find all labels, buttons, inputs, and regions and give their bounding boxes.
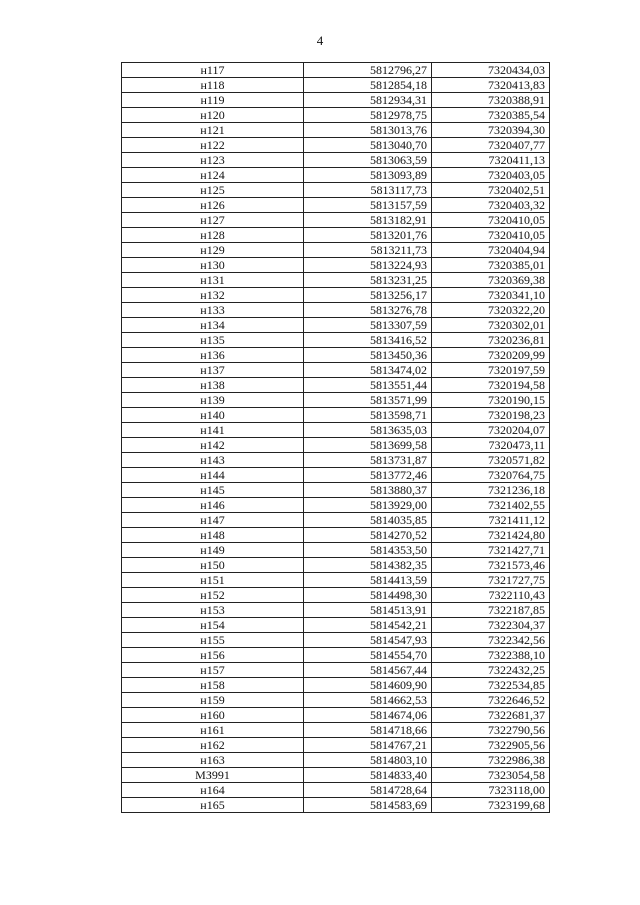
table-row xyxy=(122,288,550,303)
y-coordinate-cell: 7322790,56 xyxy=(432,723,550,738)
point-name-cell: н159 xyxy=(122,693,304,708)
table-row xyxy=(122,498,550,513)
x-coordinate-cell: 5813201,76 xyxy=(304,228,432,243)
x-coordinate-cell: 5813598,71 xyxy=(304,408,432,423)
y-coordinate-cell: 7322187,85 xyxy=(432,603,550,618)
point-name-cell: н143 xyxy=(122,453,304,468)
x-coordinate-cell: 5813450,36 xyxy=(304,348,432,363)
y-coordinate-cell: 7320411,13 xyxy=(432,153,550,168)
x-coordinate-cell: 5813211,73 xyxy=(304,243,432,258)
table-row xyxy=(122,678,550,693)
table-row xyxy=(122,243,550,258)
point-name-cell: н123 xyxy=(122,153,304,168)
table-row xyxy=(122,123,550,138)
table-row xyxy=(122,423,550,438)
point-name-cell: н160 xyxy=(122,708,304,723)
point-name-cell: н146 xyxy=(122,498,304,513)
x-coordinate-cell: 5813416,52 xyxy=(304,333,432,348)
x-coordinate-cell: 5814382,35 xyxy=(304,558,432,573)
x-coordinate-cell: 5813117,73 xyxy=(304,183,432,198)
point-name-cell: н118 xyxy=(122,78,304,93)
y-coordinate-cell: 7320385,01 xyxy=(432,258,550,273)
x-coordinate-cell: 5813551,44 xyxy=(304,378,432,393)
point-name-cell: н126 xyxy=(122,198,304,213)
point-name-cell: н121 xyxy=(122,123,304,138)
point-name-cell: н141 xyxy=(122,423,304,438)
table-row xyxy=(122,453,550,468)
y-coordinate-cell: 7320473,11 xyxy=(432,438,550,453)
x-coordinate-cell: 5814270,52 xyxy=(304,528,432,543)
x-coordinate-cell: 5814728,64 xyxy=(304,783,432,798)
point-name-cell: н155 xyxy=(122,633,304,648)
point-name-cell: н164 xyxy=(122,783,304,798)
table-row xyxy=(122,768,550,783)
table-row xyxy=(122,378,550,393)
y-coordinate-cell: 7320413,83 xyxy=(432,78,550,93)
point-name-cell: н153 xyxy=(122,603,304,618)
x-coordinate-cell: 5814833,40 xyxy=(304,768,432,783)
point-name-cell: н154 xyxy=(122,618,304,633)
point-name-cell: н165 xyxy=(122,798,304,813)
point-name-cell: н138 xyxy=(122,378,304,393)
y-coordinate-cell: 7322986,38 xyxy=(432,753,550,768)
table-row xyxy=(122,183,550,198)
point-name-cell: н124 xyxy=(122,168,304,183)
x-coordinate-cell: 5813772,46 xyxy=(304,468,432,483)
y-coordinate-cell: 7322342,56 xyxy=(432,633,550,648)
table-row xyxy=(122,468,550,483)
y-coordinate-cell: 7321573,46 xyxy=(432,558,550,573)
x-coordinate-cell: 5814583,69 xyxy=(304,798,432,813)
y-coordinate-cell: 7321424,80 xyxy=(432,528,550,543)
point-name-cell: н128 xyxy=(122,228,304,243)
point-name-cell: н149 xyxy=(122,543,304,558)
point-name-cell: н152 xyxy=(122,588,304,603)
table-row xyxy=(122,513,550,528)
table-row xyxy=(122,348,550,363)
y-coordinate-cell: 7320394,30 xyxy=(432,123,550,138)
point-name-cell: н127 xyxy=(122,213,304,228)
y-coordinate-cell: 7323054,58 xyxy=(432,768,550,783)
point-name-cell: н147 xyxy=(122,513,304,528)
y-coordinate-cell: 7320410,05 xyxy=(432,213,550,228)
table-row xyxy=(122,483,550,498)
table-row xyxy=(122,333,550,348)
table-row xyxy=(122,408,550,423)
x-coordinate-cell: 5814547,93 xyxy=(304,633,432,648)
point-name-cell: н163 xyxy=(122,753,304,768)
y-coordinate-cell: 7320764,75 xyxy=(432,468,550,483)
table-row xyxy=(122,258,550,273)
x-coordinate-cell: 5814567,44 xyxy=(304,663,432,678)
point-name-cell: н139 xyxy=(122,393,304,408)
x-coordinate-cell: 5814803,10 xyxy=(304,753,432,768)
table-row xyxy=(122,573,550,588)
point-name-cell: н132 xyxy=(122,288,304,303)
point-name-cell: н157 xyxy=(122,663,304,678)
y-coordinate-cell: 7321411,12 xyxy=(432,513,550,528)
x-coordinate-cell: 5813571,99 xyxy=(304,393,432,408)
x-coordinate-cell: 5813040,70 xyxy=(304,138,432,153)
table-row xyxy=(122,228,550,243)
table-row xyxy=(122,693,550,708)
y-coordinate-cell: 7323199,68 xyxy=(432,798,550,813)
y-coordinate-cell: 7322681,37 xyxy=(432,708,550,723)
y-coordinate-cell: 7320402,51 xyxy=(432,183,550,198)
table-row xyxy=(122,93,550,108)
table-row xyxy=(122,798,550,813)
point-name-cell: н137 xyxy=(122,363,304,378)
x-coordinate-cell: 5812854,18 xyxy=(304,78,432,93)
y-coordinate-cell: 7320194,58 xyxy=(432,378,550,393)
y-coordinate-cell: 7322646,52 xyxy=(432,693,550,708)
y-coordinate-cell: 7320322,20 xyxy=(432,303,550,318)
x-coordinate-cell: 5813182,91 xyxy=(304,213,432,228)
table-row xyxy=(122,303,550,318)
x-coordinate-cell: 5813474,02 xyxy=(304,363,432,378)
point-name-cell: н151 xyxy=(122,573,304,588)
point-name-cell: н131 xyxy=(122,273,304,288)
y-coordinate-cell: 7320198,23 xyxy=(432,408,550,423)
y-coordinate-cell: 7321727,75 xyxy=(432,573,550,588)
table-row xyxy=(122,318,550,333)
point-name-cell: МЗ991 xyxy=(122,768,304,783)
coordinates-table-body xyxy=(122,63,550,813)
point-name-cell: н161 xyxy=(122,723,304,738)
table-row xyxy=(122,213,550,228)
table-row xyxy=(122,633,550,648)
table-row xyxy=(122,603,550,618)
point-name-cell: н120 xyxy=(122,108,304,123)
y-coordinate-cell: 7323118,00 xyxy=(432,783,550,798)
table-row xyxy=(122,618,550,633)
x-coordinate-cell: 5813093,89 xyxy=(304,168,432,183)
table-row xyxy=(122,138,550,153)
coordinates-table xyxy=(121,62,550,813)
y-coordinate-cell: 7320403,32 xyxy=(432,198,550,213)
x-coordinate-cell: 5813013,76 xyxy=(304,123,432,138)
page-number: 4 xyxy=(316,33,324,48)
point-name-cell: н133 xyxy=(122,303,304,318)
point-name-cell: н119 xyxy=(122,93,304,108)
point-name-cell: н129 xyxy=(122,243,304,258)
y-coordinate-cell: 7320407,77 xyxy=(432,138,550,153)
point-name-cell: н156 xyxy=(122,648,304,663)
x-coordinate-cell: 5812934,31 xyxy=(304,93,432,108)
y-coordinate-cell: 7320385,54 xyxy=(432,108,550,123)
point-name-cell: н148 xyxy=(122,528,304,543)
x-coordinate-cell: 5814609,90 xyxy=(304,678,432,693)
table-row xyxy=(122,108,550,123)
point-name-cell: н145 xyxy=(122,483,304,498)
y-coordinate-cell: 7320197,59 xyxy=(432,363,550,378)
y-coordinate-cell: 7320410,05 xyxy=(432,228,550,243)
table-row xyxy=(122,168,550,183)
y-coordinate-cell: 7322534,85 xyxy=(432,678,550,693)
x-coordinate-cell: 5814035,85 xyxy=(304,513,432,528)
point-name-cell: н150 xyxy=(122,558,304,573)
x-coordinate-cell: 5812978,75 xyxy=(304,108,432,123)
y-coordinate-cell: 7320403,05 xyxy=(432,168,550,183)
y-coordinate-cell: 7322905,56 xyxy=(432,738,550,753)
point-name-cell: н144 xyxy=(122,468,304,483)
x-coordinate-cell: 5814413,59 xyxy=(304,573,432,588)
point-name-cell: н162 xyxy=(122,738,304,753)
y-coordinate-cell: 7322432,25 xyxy=(432,663,550,678)
point-name-cell: н158 xyxy=(122,678,304,693)
y-coordinate-cell: 7320388,91 xyxy=(432,93,550,108)
table-row xyxy=(122,648,550,663)
table-row xyxy=(122,198,550,213)
x-coordinate-cell: 5814718,66 xyxy=(304,723,432,738)
x-coordinate-cell: 5813699,58 xyxy=(304,438,432,453)
y-coordinate-cell: 7320302,01 xyxy=(432,318,550,333)
x-coordinate-cell: 5813276,78 xyxy=(304,303,432,318)
table-row xyxy=(122,153,550,168)
table-row xyxy=(122,753,550,768)
x-coordinate-cell: 5813307,59 xyxy=(304,318,432,333)
table-row xyxy=(122,783,550,798)
y-coordinate-cell: 7320209,99 xyxy=(432,348,550,363)
table-row xyxy=(122,558,550,573)
table-row xyxy=(122,738,550,753)
y-coordinate-cell: 7320204,07 xyxy=(432,423,550,438)
table-row xyxy=(122,63,550,78)
x-coordinate-cell: 5813929,00 xyxy=(304,498,432,513)
x-coordinate-cell: 5814554,70 xyxy=(304,648,432,663)
x-coordinate-cell: 5813731,87 xyxy=(304,453,432,468)
table-row xyxy=(122,363,550,378)
point-name-cell: н142 xyxy=(122,438,304,453)
table-row xyxy=(122,543,550,558)
point-name-cell: н134 xyxy=(122,318,304,333)
table-row xyxy=(122,723,550,738)
x-coordinate-cell: 5813063,59 xyxy=(304,153,432,168)
point-name-cell: н140 xyxy=(122,408,304,423)
x-coordinate-cell: 5814674,06 xyxy=(304,708,432,723)
table-row xyxy=(122,708,550,723)
x-coordinate-cell: 5814498,30 xyxy=(304,588,432,603)
table-row xyxy=(122,273,550,288)
point-name-cell: н130 xyxy=(122,258,304,273)
x-coordinate-cell: 5813880,37 xyxy=(304,483,432,498)
x-coordinate-cell: 5814662,53 xyxy=(304,693,432,708)
point-name-cell: н135 xyxy=(122,333,304,348)
y-coordinate-cell: 7320236,81 xyxy=(432,333,550,348)
y-coordinate-cell: 7322110,43 xyxy=(432,588,550,603)
y-coordinate-cell: 7320341,10 xyxy=(432,288,550,303)
y-coordinate-cell: 7322304,37 xyxy=(432,618,550,633)
point-name-cell: н117 xyxy=(122,63,304,78)
y-coordinate-cell: 7320434,03 xyxy=(432,63,550,78)
point-name-cell: н122 xyxy=(122,138,304,153)
point-name-cell: н136 xyxy=(122,348,304,363)
table-row xyxy=(122,663,550,678)
table-row xyxy=(122,438,550,453)
y-coordinate-cell: 7321427,71 xyxy=(432,543,550,558)
x-coordinate-cell: 5813256,17 xyxy=(304,288,432,303)
x-coordinate-cell: 5814513,91 xyxy=(304,603,432,618)
y-coordinate-cell: 7320571,82 xyxy=(432,453,550,468)
y-coordinate-cell: 7321402,55 xyxy=(432,498,550,513)
y-coordinate-cell: 7322388,10 xyxy=(432,648,550,663)
table-row xyxy=(122,393,550,408)
table-row xyxy=(122,588,550,603)
y-coordinate-cell: 7320404,94 xyxy=(432,243,550,258)
y-coordinate-cell: 7320369,38 xyxy=(432,273,550,288)
y-coordinate-cell: 7320190,15 xyxy=(432,393,550,408)
x-coordinate-cell: 5814542,21 xyxy=(304,618,432,633)
point-name-cell: н125 xyxy=(122,183,304,198)
x-coordinate-cell: 5813635,03 xyxy=(304,423,432,438)
x-coordinate-cell: 5812796,27 xyxy=(304,63,432,78)
table-row xyxy=(122,78,550,93)
table-row xyxy=(122,528,550,543)
x-coordinate-cell: 5813157,59 xyxy=(304,198,432,213)
x-coordinate-cell: 5814767,21 xyxy=(304,738,432,753)
x-coordinate-cell: 5813231,25 xyxy=(304,273,432,288)
x-coordinate-cell: 5814353,50 xyxy=(304,543,432,558)
x-coordinate-cell: 5813224,93 xyxy=(304,258,432,273)
y-coordinate-cell: 7321236,18 xyxy=(432,483,550,498)
